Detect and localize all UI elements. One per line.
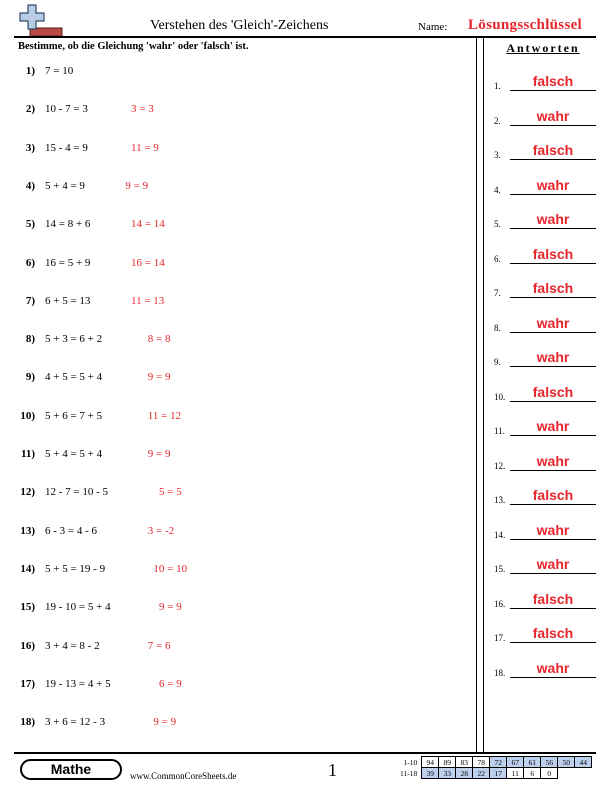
- problem-solution: 16 = 14: [131, 256, 165, 269]
- answer-number: 9.: [494, 357, 501, 367]
- problem-number: 16): [20, 639, 35, 652]
- answer-value: falsch: [510, 246, 596, 264]
- problem-equation: 10 - 7 = 3: [45, 103, 88, 116]
- problem-solution: 8 = 8: [147, 333, 171, 346]
- problem-equation: 6 + 5 = 13: [45, 294, 91, 307]
- problem-solution: 11 = 9: [131, 141, 159, 154]
- problem-row: [0, 257, 470, 273]
- worksheet-title: Verstehen des 'Gleich'-Zeichens: [150, 18, 329, 33]
- problem-number: 1): [25, 65, 35, 77]
- problem-row: [0, 486, 470, 502]
- problem-row: [0, 218, 470, 234]
- problem-row: [0, 410, 470, 426]
- score-cell: 94: [422, 757, 439, 768]
- problem-row: [0, 295, 470, 311]
- answer-row: [494, 556, 604, 576]
- problem-solution: 9 = 9: [147, 371, 171, 384]
- problem-number: 8): [25, 333, 35, 346]
- problem-row: [0, 103, 470, 119]
- problem-solution: 5 = 5: [159, 486, 182, 499]
- problem-number: 15): [20, 601, 35, 614]
- answer-value: wahr: [510, 315, 596, 333]
- answer-number: 10.: [494, 391, 506, 402]
- answer-number: 16.: [494, 598, 506, 609]
- answer-value: falsch: [510, 73, 596, 91]
- problem-equation: 12 - 7 = 10 - 5: [45, 486, 109, 499]
- answer-row: [494, 418, 604, 438]
- score-row: [398, 757, 592, 768]
- answer-number: 13.: [494, 495, 506, 505]
- problem-solution: 9 = 9: [153, 716, 177, 729]
- problem-equation: 5 + 4 = 9: [45, 179, 85, 192]
- answer-value: wahr: [510, 177, 596, 195]
- answer-row: [494, 453, 604, 473]
- answer-value: falsch: [510, 142, 596, 160]
- problem-solution: 9 = 9: [125, 179, 149, 192]
- problem-number: 10): [20, 409, 35, 422]
- problem-number: 7): [25, 294, 35, 307]
- problem-solution: 6 = 9: [159, 677, 182, 690]
- answer-row: [494, 73, 604, 93]
- answer-number: 14.: [494, 529, 506, 540]
- name-label: Name:: [418, 21, 448, 33]
- answer-row: [494, 177, 604, 197]
- score-cell: 22: [473, 768, 490, 779]
- problem-solution: 11 = 12: [147, 409, 182, 422]
- problem-solution: 9 = 9: [147, 448, 171, 460]
- answer-row: [494, 246, 604, 266]
- score-row: [398, 768, 592, 779]
- problem-number: 9): [25, 371, 35, 384]
- problem-number: 11): [20, 448, 35, 460]
- answer-value: falsch: [510, 280, 596, 298]
- answer-number: 5.: [494, 219, 501, 229]
- problem-equation: 5 + 4 = 5 + 4: [45, 448, 103, 460]
- problem-equation: 5 + 6 = 7 + 5: [45, 409, 103, 422]
- problem-equation: 4 + 5 = 5 + 4: [45, 371, 103, 384]
- answer-row: [494, 384, 604, 404]
- score-cell: 0: [541, 768, 558, 779]
- problem-row: [0, 371, 470, 387]
- answer-value: falsch: [510, 487, 596, 505]
- answer-row: [494, 280, 604, 300]
- problem-number: 12): [20, 486, 35, 499]
- problem-number: 2): [25, 103, 35, 116]
- score-cell: 61: [524, 757, 541, 768]
- answer-row: [494, 487, 604, 507]
- answer-number: 4.: [494, 184, 501, 195]
- answer-number: 2.: [494, 115, 501, 126]
- answer-number: 15.: [494, 564, 506, 574]
- answer-value: wahr: [510, 660, 596, 678]
- answer-column-divider: [476, 38, 484, 752]
- score-cell: 17: [490, 768, 507, 779]
- problem-solution: 10 = 10: [153, 562, 188, 575]
- answer-row: [494, 211, 604, 231]
- problem-equation: 6 - 3 = 4 - 6: [45, 524, 98, 537]
- answer-value: falsch: [510, 591, 596, 609]
- answer-number: 12.: [494, 460, 506, 471]
- problem-equation: 14 = 8 + 6: [45, 218, 91, 231]
- problem-solution: 3 = 3: [131, 103, 154, 116]
- problem-number: 5): [25, 218, 35, 231]
- score-cell: 72: [490, 757, 507, 768]
- problem-row: [0, 678, 470, 694]
- answers-header: Antworten: [506, 41, 580, 55]
- problem-solution: 7 = 6: [147, 639, 171, 652]
- page-number: 1: [328, 760, 337, 780]
- problem-solution: 14 = 14: [131, 218, 165, 231]
- problem-equation: 5 + 5 = 19 - 9: [45, 562, 106, 575]
- problem-number: 6): [25, 256, 35, 269]
- score-cell: 67: [507, 757, 524, 768]
- answer-row: [494, 625, 604, 645]
- problem-number: 4): [25, 179, 35, 192]
- answer-value: wahr: [510, 556, 596, 574]
- answer-number: 7.: [494, 288, 501, 298]
- answer-number: 17.: [494, 633, 506, 643]
- problem-equation: 7 = 10: [45, 65, 74, 77]
- site-url: www.CommonCoreSheets.de: [130, 771, 237, 781]
- problem-solution: 11 = 13: [131, 294, 165, 307]
- answer-row: [494, 522, 604, 542]
- problem-equation: 16 = 5 + 9: [45, 256, 91, 269]
- answer-number: 3.: [494, 150, 501, 160]
- problem-row: [0, 716, 470, 732]
- score-cell: 44: [575, 757, 592, 768]
- problem-equation: 19 - 13 = 4 + 5: [45, 677, 111, 690]
- problem-equation: 3 + 4 = 8 - 2: [45, 639, 100, 652]
- answer-row: [494, 142, 604, 162]
- problem-row: [0, 601, 470, 617]
- problem-equation: 15 - 4 = 9: [45, 141, 88, 154]
- answer-number: 8.: [494, 322, 501, 333]
- score-cell: 89: [439, 757, 456, 768]
- score-table: [398, 756, 592, 779]
- subject-badge: Mathe: [20, 759, 122, 780]
- problem-equation: 3 + 6 = 12 - 3: [45, 716, 106, 729]
- problem-row: [0, 448, 470, 464]
- answer-value: falsch: [510, 625, 596, 643]
- problem-row: [0, 142, 470, 158]
- problem-row: [0, 563, 470, 579]
- name-value: Lösungsschlüssel: [468, 17, 583, 33]
- problem-row: [0, 640, 470, 656]
- answer-number: 1.: [494, 81, 501, 91]
- problem-number: 3): [25, 141, 35, 154]
- problem-solution: 3 = -2: [147, 524, 175, 537]
- answer-number: 18.: [494, 667, 506, 678]
- problem-number: 18): [20, 716, 35, 729]
- score-cell: 83: [456, 757, 473, 768]
- answer-row: [494, 315, 604, 335]
- problem-row: [0, 333, 470, 349]
- problem-number: 17): [20, 677, 35, 690]
- score-cell: 50: [558, 757, 575, 768]
- problem-row: [0, 180, 470, 196]
- answer-row: [494, 349, 604, 369]
- instructions: Bestimme, ob die Gleichung 'wahr' oder 'falsch' ist.: [18, 41, 249, 52]
- answer-value: wahr: [510, 349, 596, 367]
- answer-value: wahr: [510, 211, 596, 229]
- problem-number: 14): [20, 562, 35, 575]
- score-range-label: 11-18: [400, 768, 418, 778]
- answer-value: falsch: [510, 384, 596, 402]
- score-cell: 11: [507, 768, 524, 779]
- score-range-label: 1-10: [403, 757, 418, 767]
- header-rule: [14, 36, 596, 38]
- problem-equation: 19 - 10 = 5 + 4: [45, 601, 111, 614]
- answer-value: wahr: [510, 418, 596, 436]
- score-cell: 39: [422, 768, 439, 779]
- plus-sign-logo-icon: [14, 4, 64, 38]
- answer-value: wahr: [510, 522, 596, 540]
- answer-row: [494, 591, 604, 611]
- problem-equation: 5 + 3 = 6 + 2: [45, 333, 103, 346]
- problem-solution: 9 = 9: [159, 601, 182, 614]
- score-cell: 6: [524, 768, 541, 779]
- answer-value: wahr: [510, 108, 596, 126]
- answer-number: 11.: [494, 426, 505, 436]
- problem-row: [0, 65, 470, 81]
- score-cell: 78: [473, 757, 490, 768]
- score-cell: 33: [439, 768, 456, 779]
- answer-row: [494, 660, 604, 680]
- answer-row: [494, 108, 604, 128]
- score-cell: 56: [541, 757, 558, 768]
- score-cell: 28: [456, 768, 473, 779]
- answer-value: wahr: [510, 453, 596, 471]
- answer-number: 6.: [494, 253, 501, 264]
- problem-row: [0, 525, 470, 541]
- footer-rule: [14, 752, 596, 754]
- problem-number: 13): [20, 524, 35, 537]
